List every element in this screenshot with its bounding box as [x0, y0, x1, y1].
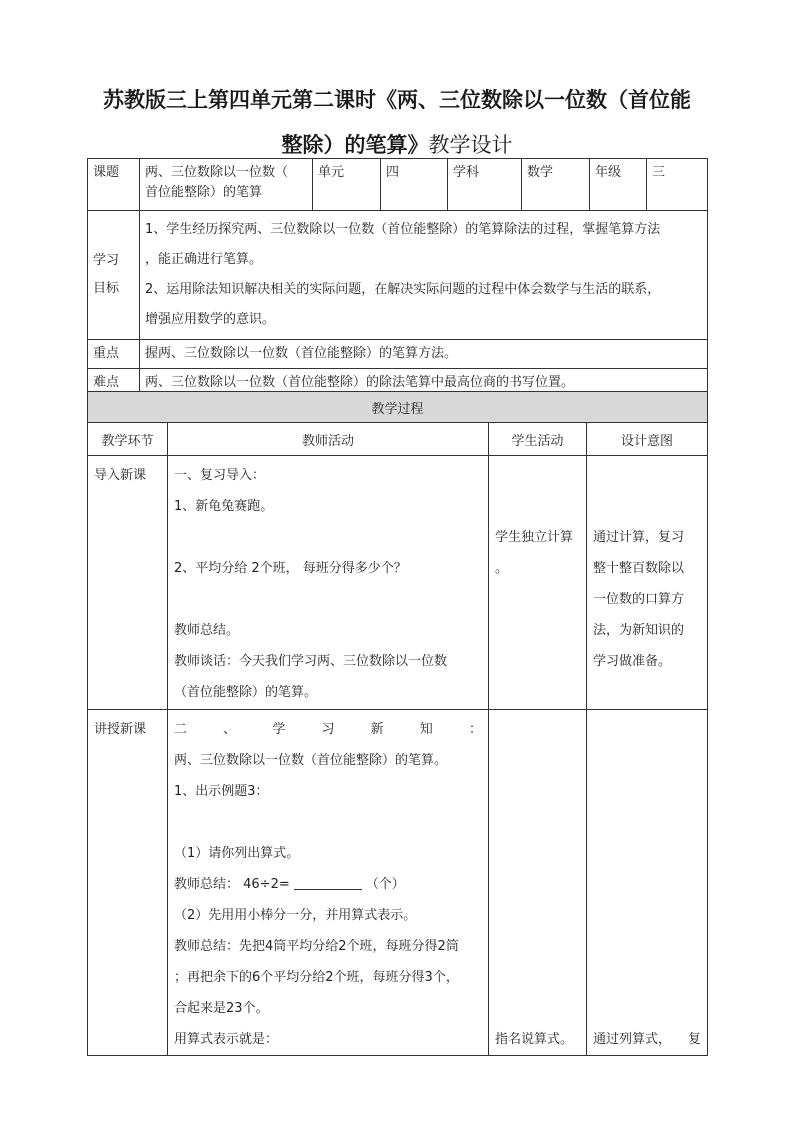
header-stage: 教学环节 — [88, 423, 168, 456]
unit-label: 单元 — [313, 159, 381, 211]
goals-value: 1、学生经历探究两、三位数除以一位数（首位能整除）的笔算除法的过程，掌握笔算方法 ，能正确进行笔算。 2、运用除法知识解决相关的实际问题，在解决实际问题的过程中体会数学与生活的联系， 增强应用数学的意识。 — [140, 211, 708, 340]
title-line-1: 苏教版三上第四单元第二课时《两、三位数除以一位数（首位能 — [103, 88, 691, 112]
info-row-topic — [88, 159, 708, 211]
topic-label: 课题 — [88, 159, 140, 211]
key-point-label: 重点 — [88, 340, 140, 369]
document-title — [88, 78, 706, 168]
unit-value: 四 — [381, 159, 448, 211]
topic-value: 两、三位数除以一位数（ 首位能整除）的笔算 — [140, 159, 313, 211]
grade-value: 三 — [647, 159, 708, 211]
info-row-goals — [88, 211, 708, 340]
header-student: 学生活动 — [489, 423, 587, 456]
teacher-activity-teach: 二 、 学 习 新 知 ： 两、三位数除以一位数（首位能整除）的笔算。 1、出示例题3： （1）请你列出算式。 教师总结： 46÷2= （个） （2）先用用小棒分一分，并用算式表示。 教师总结：先把4筒平均分给2个班，每班分得2筒 ；再把余下的6个平均分给2个班，每班分得3个， 合起来是23个。 用算式表示就是： — [168, 710, 489, 1056]
student-activity-intro: 学生独立计算 。 — [489, 456, 587, 710]
title-line-2: 整除）的笔算》教学设计 — [281, 133, 513, 157]
header-intent: 设计意图 — [587, 423, 708, 456]
process-banner: 教学过程 — [88, 392, 708, 423]
student-activity-teach: 指名说算式。 — [489, 710, 587, 1056]
stage-intro: 导入新课 — [88, 456, 168, 710]
header-teacher: 教师活动 — [168, 423, 489, 456]
goals-label: 学习 目标 — [88, 211, 140, 340]
key-point-value: 握两、三位数除以一位数（首位能整除）的笔算方法。 — [140, 340, 708, 369]
subject-label: 学科 — [448, 159, 522, 211]
stage-teach: 讲授新课 — [88, 710, 168, 1056]
design-intent-teach: 通过列算式， 复 — [587, 710, 708, 1056]
section-heading-new-knowledge: 二 、 学 习 新 知 ： — [174, 722, 482, 737]
grade-label: 年级 — [590, 159, 647, 211]
process-row-teach — [88, 710, 708, 1056]
subject-value: 数学 — [522, 159, 590, 211]
design-intent-intro: 通过计算，复习 整十整百数除以 一位数的口算方 法，为新知识的 学习做准备。 — [587, 456, 708, 710]
process-banner-row — [88, 392, 708, 423]
process-row-intro — [88, 456, 708, 710]
teacher-activity-intro: 一、复习导入： 1、新龟兔赛跑。 2、平均分给 2个班， 每班分得多少个？ 教师总结。 教师谈话：今天我们学习两、三位数除以一位数 （首位能整除）的笔算。 — [168, 456, 489, 710]
answer-blank — [294, 875, 362, 890]
info-row-key — [88, 340, 708, 369]
difficult-point-value: 两、三位数除以一位数（首位能整除）的除法笔算中最高位商的书写位置。 — [140, 369, 708, 398]
difficult-point-label: 难点 — [88, 369, 140, 398]
teaching-process-table — [87, 391, 708, 1056]
process-header-row — [88, 423, 708, 456]
lesson-info-table — [87, 158, 708, 398]
